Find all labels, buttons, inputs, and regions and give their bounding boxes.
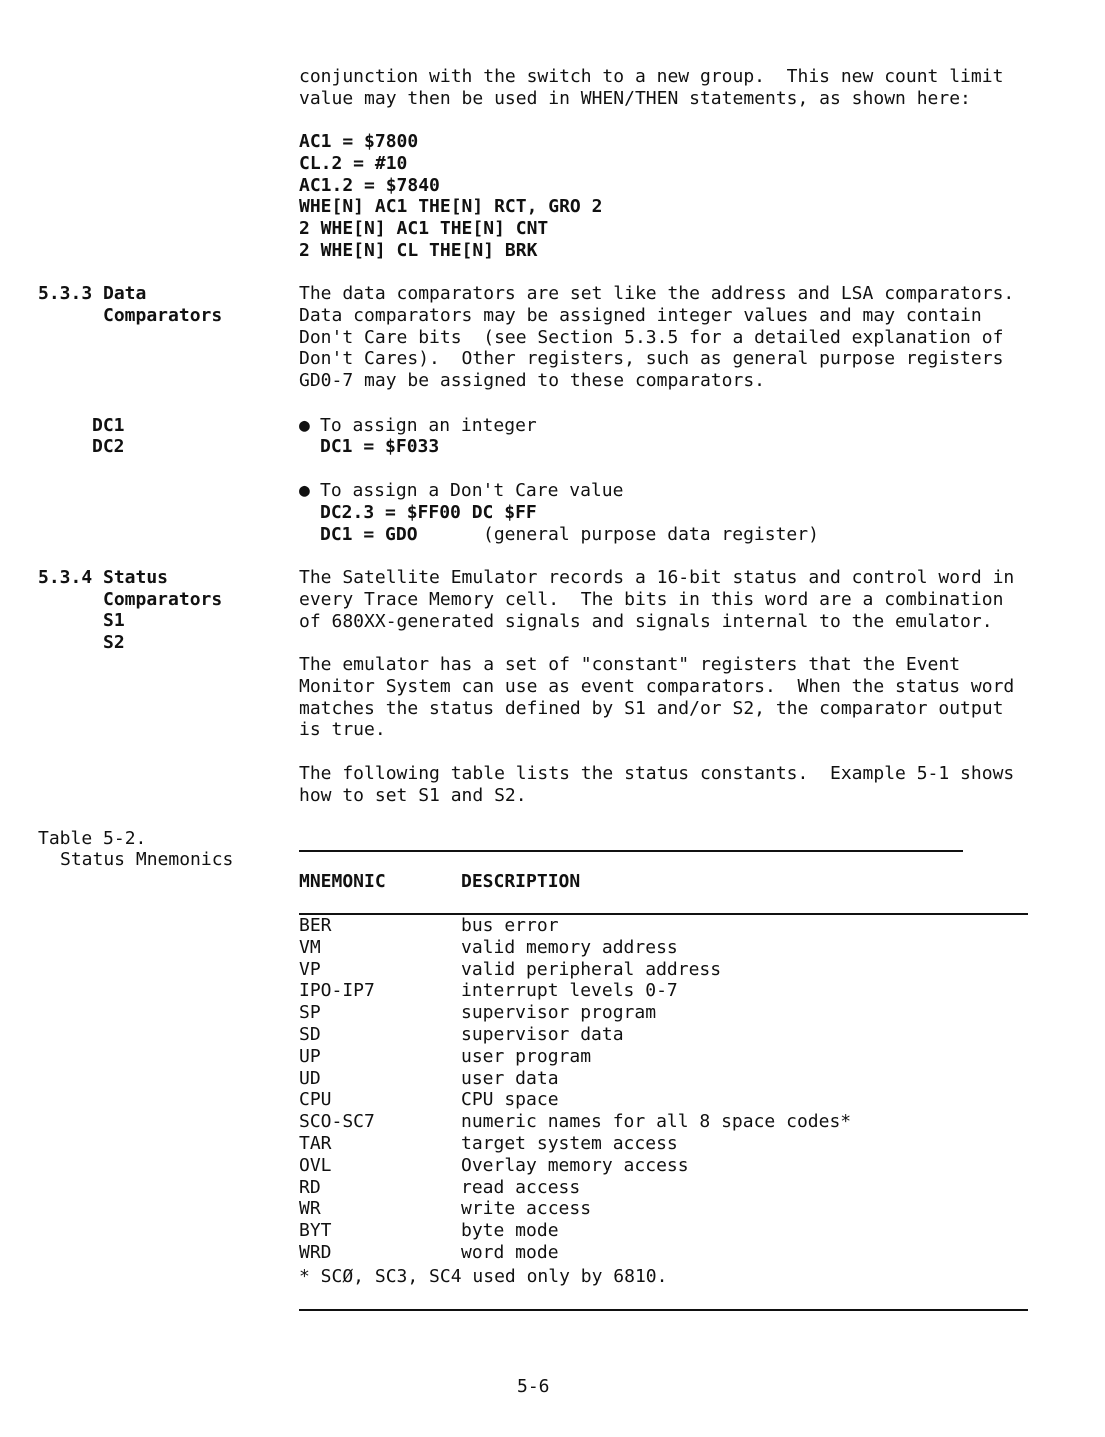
table-header-description: DESCRIPTION bbox=[461, 871, 581, 892]
table-cell-description: valid memory address bbox=[461, 936, 678, 958]
body-line: The emulator has a set of "constant" registers that the Event bbox=[299, 654, 961, 675]
table-cell-mnemonic: UD bbox=[299, 1067, 321, 1089]
code-line: CL.2 = #10 bbox=[299, 152, 408, 174]
table-cell-description: supervisor program bbox=[461, 1002, 657, 1024]
table-cell-mnemonic: SD bbox=[299, 1023, 321, 1045]
table-cell-mnemonic: VM bbox=[299, 936, 321, 958]
table-description-column bbox=[461, 915, 851, 1264]
bullet2-comment: (general purpose data register) bbox=[483, 524, 819, 545]
table-cell-description: valid peripheral address bbox=[461, 958, 722, 980]
table-cell-description: numeric names for all 8 space codes* bbox=[461, 1111, 852, 1133]
intro-line: conjunction with the switch to a new group. This new count limit bbox=[299, 66, 1004, 87]
table-cell-mnemonic: BYT bbox=[299, 1220, 332, 1242]
code-line: AC1 = $7800 bbox=[299, 131, 419, 152]
table-cell-description: word mode bbox=[461, 1241, 559, 1263]
bullet1-code: DC1 = $F033 bbox=[320, 436, 440, 457]
table-bottom-rule bbox=[299, 1309, 1028, 1311]
code-line: 2 WHE[N] CL THE[N] BRK bbox=[299, 239, 538, 261]
page-number: 5-6 bbox=[517, 1376, 550, 1397]
code-line: 2 WHE[N] AC1 THE[N] CNT bbox=[299, 218, 549, 240]
table-cell-description: interrupt levels 0-7 bbox=[461, 980, 678, 1002]
body-line: every Trace Memory cell. The bits in this word are a combination bbox=[299, 588, 1004, 610]
table-cell-mnemonic: OVL bbox=[299, 1154, 332, 1176]
table-cell-mnemonic: CPU bbox=[299, 1089, 332, 1111]
body-line: GD0-7 may be assigned to these comparators. bbox=[299, 370, 765, 392]
bullet2-code1: DC2.3 = $FF00 DC $FF bbox=[320, 502, 537, 523]
table-cell-mnemonic: RD bbox=[299, 1176, 321, 1198]
bullet2-text: To assign a Don't Care value bbox=[320, 480, 624, 501]
body-line: matches the status defined by S1 and/or S2, the comparator output bbox=[299, 697, 1004, 719]
margin-label-s1: S1 bbox=[103, 610, 125, 631]
body-line: Don't Cares). Other registers, such as general purpose registers bbox=[299, 348, 1004, 370]
table-cell-description: CPU space bbox=[461, 1089, 559, 1111]
table-cell-mnemonic: IPO-IP7 bbox=[299, 980, 375, 1002]
section-533-title-2: Comparators bbox=[103, 305, 223, 326]
table-cell-mnemonic: WRD bbox=[299, 1241, 332, 1263]
intro-paragraph bbox=[299, 66, 1003, 110]
table-footnote: * SCØ, SC3, SC4 used only by 6810. bbox=[299, 1266, 668, 1287]
body-line: how to set S1 and S2. bbox=[299, 784, 527, 806]
body-line: is true. bbox=[299, 719, 386, 741]
code-line: AC1.2 = $7840 bbox=[299, 174, 440, 196]
table-cell-mnemonic: VP bbox=[299, 958, 321, 980]
bullet-icon: ● bbox=[299, 415, 310, 436]
table-header-mnemonic: MNEMONIC bbox=[299, 871, 386, 892]
table-mnemonic-column bbox=[299, 915, 375, 1264]
table-cell-mnemonic: TAR bbox=[299, 1132, 332, 1154]
body-line: The data comparators are set like the address and LSA comparators. bbox=[299, 283, 1015, 304]
section-533-title: Data bbox=[103, 283, 147, 304]
bullet-icon: ● bbox=[299, 480, 310, 501]
section-534-para2 bbox=[299, 654, 1014, 741]
body-line: Data comparators may be assigned integer values and may contain bbox=[299, 304, 982, 326]
section-534-title: Status bbox=[103, 567, 169, 588]
body-line: The Satellite Emulator records a 16-bit status and control word in bbox=[299, 567, 1015, 588]
table-cell-mnemonic: SP bbox=[299, 1002, 321, 1024]
body-line: Monitor System can use as event comparators. When the status word bbox=[299, 675, 1015, 697]
section-534-para1 bbox=[299, 567, 1014, 632]
section-533-body bbox=[299, 283, 1014, 392]
section-533-number: 5.3.3 bbox=[38, 283, 93, 304]
table-cell-description: target system access bbox=[461, 1132, 678, 1154]
table-cell-description: supervisor data bbox=[461, 1023, 624, 1045]
table-top-rule bbox=[299, 850, 963, 852]
margin-label-s2: S2 bbox=[103, 632, 125, 653]
table-caption-2: Status Mnemonics bbox=[60, 849, 234, 870]
intro-line: value may then be used in WHEN/THEN statements, as shown here: bbox=[299, 87, 971, 109]
section-534-para3 bbox=[299, 763, 1014, 807]
table-cell-mnemonic: UP bbox=[299, 1045, 321, 1067]
table-cell-description: byte mode bbox=[461, 1220, 559, 1242]
table-cell-description: write access bbox=[461, 1198, 592, 1220]
body-line: Don't Care bits (see Section 5.3.5 for a detailed explanation of bbox=[299, 326, 1004, 348]
bullet1-text: To assign an integer bbox=[320, 415, 537, 436]
body-line: The following table lists the status constants. Example 5-1 shows bbox=[299, 763, 1015, 784]
table-cell-mnemonic: WR bbox=[299, 1198, 321, 1220]
table-caption: Table 5-2. bbox=[38, 828, 147, 849]
table-cell-description: Overlay memory access bbox=[461, 1154, 689, 1176]
section-534-title-2: Comparators bbox=[103, 589, 223, 610]
margin-label-dc2: DC2 bbox=[92, 436, 125, 457]
table-cell-description: read access bbox=[461, 1176, 581, 1198]
body-line: of 680XX-generated signals and signals internal to the emulator. bbox=[299, 610, 993, 632]
table-cell-description: user program bbox=[461, 1045, 592, 1067]
bullet2-code2: DC1 = GDO bbox=[320, 524, 418, 545]
code-example bbox=[299, 131, 602, 262]
margin-label-dc1: DC1 bbox=[92, 415, 125, 436]
code-line: WHE[N] AC1 THE[N] RCT, GRO 2 bbox=[299, 196, 603, 218]
table-cell-mnemonic: SCO-SC7 bbox=[299, 1111, 375, 1133]
table-cell-mnemonic: BER bbox=[299, 915, 332, 936]
table-cell-description: bus error bbox=[461, 915, 559, 936]
section-534-number: 5.3.4 bbox=[38, 567, 93, 588]
table-cell-description: user data bbox=[461, 1067, 559, 1089]
